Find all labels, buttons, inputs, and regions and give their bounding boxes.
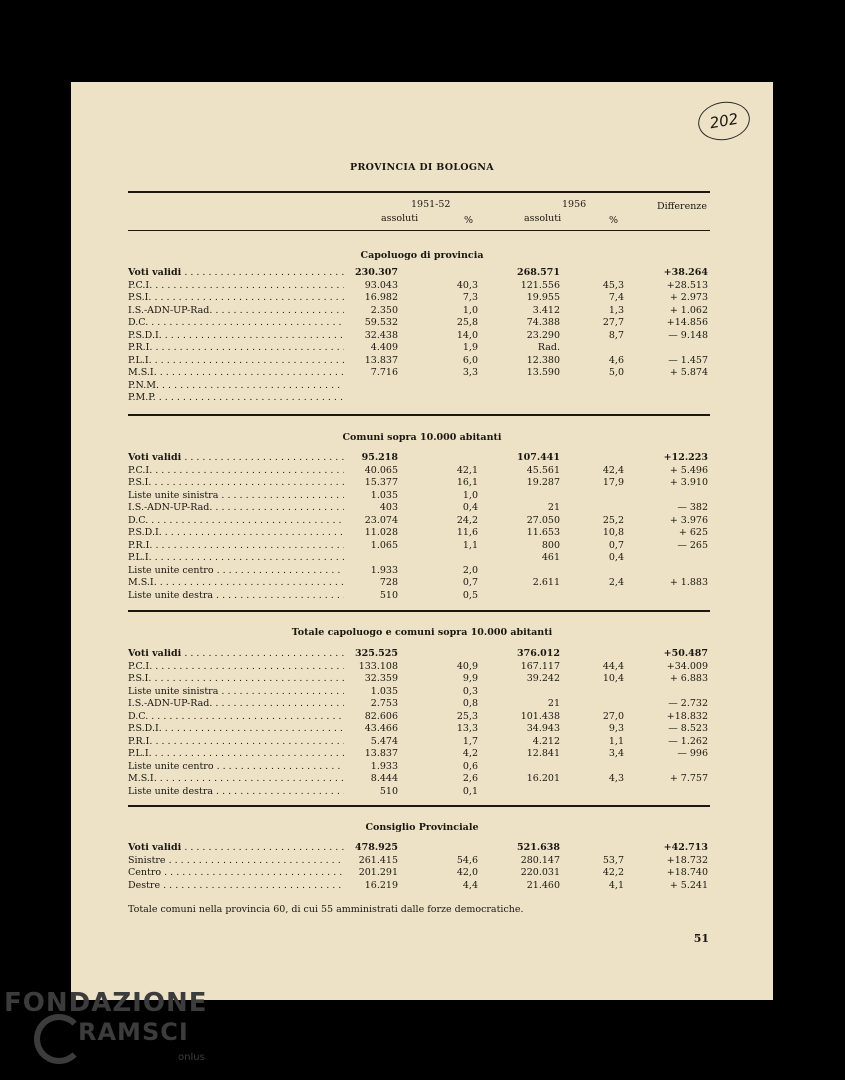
row-label: P.L.I. . . . [128, 551, 344, 564]
row-value: 8.444 [370, 773, 398, 784]
table-row [128, 735, 710, 748]
table-row [128, 564, 710, 577]
row-value: + 3.976 [669, 514, 708, 526]
row-value: 93.043 [364, 279, 398, 291]
gramsci-g-logo-icon [34, 1014, 84, 1064]
table-row [128, 329, 710, 342]
header-percent-2: % [609, 215, 619, 226]
row-value: 42,2 [602, 867, 624, 878]
row-value: 800 [541, 539, 560, 551]
row-value: 24,2 [456, 514, 478, 526]
row-value: 12.380 [526, 354, 560, 366]
row-value: + 3.910 [669, 477, 708, 488]
row-value: 325.525 [355, 648, 398, 659]
table-row [128, 685, 710, 698]
row-value: 40,9 [456, 660, 478, 672]
row-value: 1.933 [370, 760, 398, 772]
row-value: 16,1 [456, 477, 478, 488]
row-value: 23.074 [364, 514, 398, 526]
table-row [128, 722, 710, 735]
table-row [128, 279, 710, 292]
row-value: 23.290 [526, 329, 560, 341]
row-value: — 996 [677, 748, 708, 759]
row-value: 461 [541, 552, 560, 563]
table-row [128, 866, 710, 879]
row-value: 261.415 [358, 854, 398, 866]
table-row [128, 501, 710, 514]
row-value: 13.837 [364, 748, 398, 759]
row-value: 32.438 [364, 329, 398, 341]
watermark-line2: RAMSCI [78, 1018, 189, 1046]
row-value: + 5.241 [669, 879, 708, 891]
row-label: I.S.-ADN-UP-Rad. . . . [128, 501, 344, 514]
table-row [128, 841, 710, 854]
row-value: 16.219 [364, 879, 398, 891]
header-rule [128, 230, 710, 231]
header-differenze: Differenze [657, 201, 707, 212]
document-page [71, 82, 773, 1000]
row-label: P.R.I. . . . [128, 341, 344, 354]
row-value: 7,4 [608, 292, 624, 303]
row-value: 11.653 [526, 527, 560, 538]
row-value: — 265 [677, 539, 708, 551]
row-value: 280.147 [520, 854, 560, 866]
row-value: 32.359 [364, 673, 398, 684]
header-year-1956: 1956 [562, 199, 587, 210]
row-value: 14,0 [456, 329, 478, 341]
row-value: 0,4 [608, 552, 624, 563]
table-row [128, 341, 710, 354]
row-value: — 2.732 [668, 698, 708, 709]
row-value: 74.388 [526, 317, 560, 328]
row-value: 27.050 [526, 514, 560, 526]
row-value: 121.556 [520, 279, 560, 291]
row-label: Liste unite centro . . . [128, 760, 344, 773]
row-value: 1,7 [462, 735, 478, 747]
row-label: Sinistre . . . [128, 854, 344, 867]
row-label: P.M.P. . . . [128, 391, 344, 404]
row-value: 510 [379, 785, 398, 797]
row-label: Liste unite destra . . . [128, 785, 344, 798]
table-row [128, 760, 710, 773]
table-row [128, 379, 710, 392]
row-value: 5,0 [608, 367, 624, 378]
row-label: I.S.-ADN-UP-Rad. . . . [128, 304, 344, 317]
row-value: 0,1 [462, 785, 478, 797]
row-label: D.C. . . . [128, 710, 344, 723]
row-value: 0,8 [462, 698, 478, 709]
row-value: +12.223 [663, 452, 708, 463]
row-label: M.S.I. . . . [128, 576, 344, 589]
row-value: 34.943 [526, 723, 560, 734]
row-value: 510 [379, 589, 398, 601]
row-value: + 1.062 [669, 304, 708, 316]
table-row [128, 366, 710, 379]
row-label: P.R.I. . . . [128, 539, 344, 552]
row-label: P.S.I. . . . [128, 291, 344, 304]
table-row [128, 785, 710, 798]
page-title: PROVINCIA DI BOLOGNA [350, 162, 494, 173]
row-value: Rad. [537, 342, 560, 353]
row-value: + 2.973 [669, 292, 708, 303]
row-value: 3,4 [608, 748, 624, 759]
table-row [128, 526, 710, 539]
row-value: 1,0 [462, 489, 478, 501]
row-label: Centro . . . [128, 866, 344, 879]
row-value: 230.307 [355, 267, 398, 278]
row-value: 45,3 [602, 279, 624, 291]
table-row [128, 476, 710, 489]
row-value: 25,2 [602, 514, 624, 526]
table-row [128, 266, 710, 279]
row-value: 1,3 [608, 304, 624, 316]
row-value: 82.606 [364, 710, 398, 722]
row-value: 1.065 [370, 539, 398, 551]
row-label: P.C.I. . . . [128, 279, 344, 292]
row-value: 43.466 [364, 723, 398, 734]
row-label: Voti validi . . . [128, 266, 344, 279]
section-rule [128, 610, 710, 612]
row-value: 7.716 [370, 367, 398, 378]
row-value: 1.035 [370, 685, 398, 697]
table-row [128, 354, 710, 367]
row-label: Destre . . . [128, 879, 344, 892]
row-value: 4.409 [370, 342, 398, 353]
section-title: Comuni sopra 10.000 abitanti [342, 432, 502, 443]
row-label: P.C.I. . . . [128, 464, 344, 477]
row-value: 3,3 [462, 367, 478, 378]
footnote: Totale comuni nella provincia 60, di cui 55 amministrati dalle forze democratiche. [128, 904, 524, 915]
row-value: 10,4 [602, 673, 624, 684]
table-row [128, 304, 710, 317]
row-value: 42,0 [456, 867, 478, 878]
row-value: 21.460 [526, 879, 560, 891]
header-assoluti-2: assoluti [524, 213, 562, 224]
row-label: D.C. . . . [128, 316, 344, 329]
header-percent-1: % [464, 215, 474, 226]
row-value: 11.028 [364, 527, 398, 538]
row-value: + 625 [678, 527, 708, 538]
row-value: 0,7 [608, 539, 624, 551]
table-row [128, 464, 710, 477]
page-stamp: 202 [695, 98, 753, 144]
row-value: 21 [547, 502, 560, 513]
row-label: Voti validi . . . [128, 841, 344, 854]
row-label: P.L.I. . . . [128, 354, 344, 367]
row-value: 107.441 [517, 452, 560, 463]
row-value: — 1.262 [668, 735, 708, 747]
row-value: 13.837 [364, 354, 398, 366]
row-label: P.S.D.I. . . . [128, 722, 344, 735]
row-value: 45.561 [526, 464, 560, 476]
row-value: 59.532 [364, 317, 398, 328]
table-row [128, 672, 710, 685]
row-value: 0,6 [462, 760, 478, 772]
row-value: 0,7 [462, 577, 478, 588]
row-value: 2.753 [370, 698, 398, 709]
row-value: 4,1 [608, 879, 624, 891]
row-value: 4,2 [462, 748, 478, 759]
row-label: M.S.I. . . . [128, 772, 344, 785]
row-value: 19.955 [526, 292, 560, 303]
row-label: M.S.I. . . . [128, 366, 344, 379]
row-value: — 9.148 [668, 329, 708, 341]
row-value: 133.108 [358, 660, 398, 672]
row-value: + 7.757 [669, 773, 708, 784]
row-value: 42,4 [602, 464, 624, 476]
row-label: Voti validi . . . [128, 647, 344, 660]
table-row [128, 316, 710, 329]
row-value: 12.841 [526, 748, 560, 759]
row-value: 27,7 [602, 317, 624, 328]
row-value: 19.287 [526, 477, 560, 488]
row-value: +50.487 [663, 648, 708, 659]
row-label: Voti validi . . . [128, 451, 344, 464]
row-value: + 5.874 [669, 367, 708, 378]
row-value: 95.218 [361, 452, 398, 463]
section-title: Totale capoluogo e comuni sopra 10.000 abitanti [291, 627, 553, 638]
row-value: 5.474 [370, 735, 398, 747]
row-label: P.C.I. . . . [128, 660, 344, 673]
row-value: 16.201 [526, 773, 560, 784]
row-value: 17,9 [602, 477, 624, 488]
row-value: 53,7 [602, 854, 624, 866]
table-row [128, 576, 710, 589]
table-row [128, 747, 710, 760]
row-value: 376.012 [517, 648, 560, 659]
row-value: 27,0 [602, 710, 624, 722]
table-row [128, 589, 710, 602]
page-number: 51 [693, 932, 709, 945]
row-value: + 1.883 [669, 577, 708, 588]
row-label: P.S.D.I. . . . [128, 329, 344, 342]
row-value: 16.982 [364, 292, 398, 303]
row-label: P.S.I. . . . [128, 672, 344, 685]
table-row [128, 489, 710, 502]
row-value: 9,3 [608, 723, 624, 734]
table-row [128, 451, 710, 464]
row-value: + 6.883 [669, 673, 708, 684]
row-value: 6,0 [462, 354, 478, 366]
row-value: 9,9 [462, 673, 478, 684]
section-title: Capoluogo di provincia [360, 250, 484, 261]
row-label: P.L.I. . . . [128, 747, 344, 760]
row-value: 13,3 [456, 723, 478, 734]
row-value: 167.117 [520, 660, 560, 672]
row-value: 4.212 [532, 735, 560, 747]
row-value: 40.065 [364, 464, 398, 476]
table-row [128, 291, 710, 304]
row-value: +42.713 [663, 842, 708, 853]
row-label: Liste unite sinistra . . . [128, 685, 344, 698]
row-value: 15.377 [364, 477, 398, 488]
row-value: 42,1 [456, 464, 478, 476]
table-row [128, 854, 710, 867]
row-value: + 5.496 [669, 464, 708, 476]
row-value: 0,4 [462, 502, 478, 513]
row-value: +28.513 [666, 279, 708, 291]
row-value: +18.740 [666, 867, 708, 878]
row-label: Liste unite destra . . . [128, 589, 344, 602]
row-value: 11,6 [456, 527, 478, 538]
row-value: 0,5 [462, 589, 478, 601]
table-row [128, 551, 710, 564]
section-rule [128, 805, 710, 807]
table-top-rule [128, 191, 710, 193]
row-value: 1,9 [462, 342, 478, 353]
table-row [128, 539, 710, 552]
row-value: 2,6 [462, 773, 478, 784]
section-rule [128, 414, 710, 416]
row-value: 4,6 [608, 354, 624, 366]
section-title: Consiglio Provinciale [365, 822, 479, 833]
fondazione-gramsci-watermark [4, 988, 214, 1076]
row-value: 21 [547, 698, 560, 709]
row-value: 1,1 [462, 539, 478, 551]
row-value: — 382 [677, 502, 708, 513]
row-value: 201.291 [358, 867, 398, 878]
row-value: 268.571 [517, 267, 560, 278]
header-assoluti-1: assoluti [381, 213, 419, 224]
row-value: 3.412 [532, 304, 560, 316]
row-label: P.S.D.I. . . . [128, 526, 344, 539]
table-row [128, 697, 710, 710]
row-value: 13.590 [526, 367, 560, 378]
row-value: 2,4 [608, 577, 624, 588]
row-value: 478.925 [355, 842, 398, 853]
row-value: +38.264 [663, 267, 708, 278]
table-row [128, 772, 710, 785]
watermark-line3: onlus [178, 1052, 205, 1063]
row-label: Liste unite centro . . . [128, 564, 344, 577]
row-value: 2.350 [370, 304, 398, 316]
table-row [128, 391, 710, 404]
row-value: +18.832 [666, 710, 708, 722]
table-row [128, 710, 710, 723]
row-label: P.N.M. . . . [128, 379, 344, 392]
row-value: — 1.457 [668, 354, 708, 366]
row-value: 4,4 [462, 879, 478, 891]
row-label: Liste unite sinistra . . . [128, 489, 344, 502]
row-value: 403 [379, 502, 398, 513]
row-value: 39.242 [526, 673, 560, 684]
row-value: 44,4 [602, 660, 624, 672]
header-year-1951: 1951-52 [411, 199, 451, 210]
row-value: 1,0 [462, 304, 478, 316]
row-value: 1.933 [370, 564, 398, 576]
row-label: P.R.I. . . . [128, 735, 344, 748]
row-value: 2,0 [462, 564, 478, 576]
row-value: 54,6 [456, 854, 478, 866]
row-value: 8,7 [608, 329, 624, 341]
row-label: I.S.-ADN-UP-Rad. . . . [128, 697, 344, 710]
row-value: 521.638 [517, 842, 560, 853]
row-value: 4,3 [608, 773, 624, 784]
row-value: 101.438 [520, 710, 560, 722]
row-value: — 8.523 [668, 723, 708, 734]
row-value: 25,8 [456, 317, 478, 328]
table-row [128, 660, 710, 673]
row-value: 7,3 [462, 292, 478, 303]
row-value: 10,8 [602, 527, 624, 538]
row-value: 0,3 [462, 685, 478, 697]
row-value: 220.031 [520, 867, 560, 878]
table-row [128, 879, 710, 892]
row-value: +14.856 [666, 317, 708, 328]
row-value: 2.611 [532, 577, 560, 588]
table-row [128, 514, 710, 527]
row-value: 40,3 [456, 279, 478, 291]
watermark-line1: FONDAZIONE [4, 988, 208, 1018]
row-value: +34.009 [666, 660, 708, 672]
row-value: +18.732 [666, 854, 708, 866]
row-label: P.S.I. . . . [128, 476, 344, 489]
row-value: 1.035 [370, 489, 398, 501]
row-label: D.C. . . . [128, 514, 344, 527]
row-value: 728 [379, 577, 398, 588]
table-row [128, 647, 710, 660]
row-value: 25,3 [456, 710, 478, 722]
row-value: 1,1 [608, 735, 624, 747]
